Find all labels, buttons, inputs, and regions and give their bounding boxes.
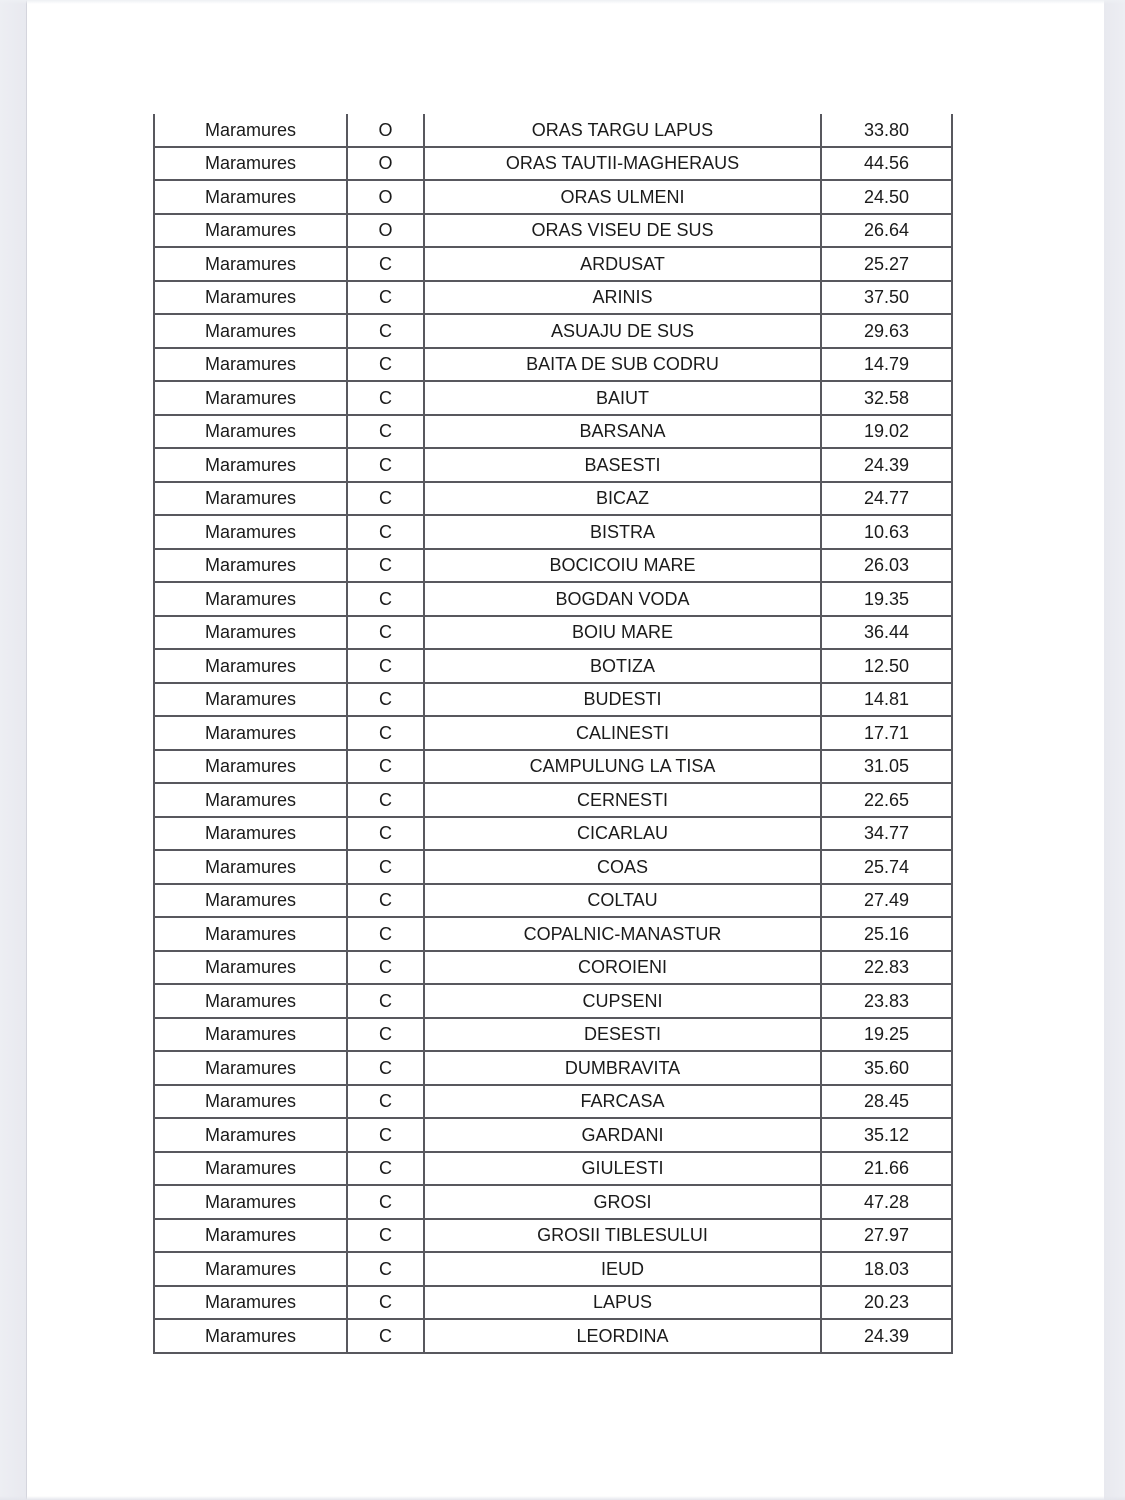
left-margin-strip [0, 0, 27, 1500]
table-row [153, 885, 953, 919]
locality-type-cell: C [348, 516, 425, 548]
table-row [153, 918, 953, 952]
locality-type-cell: C [348, 248, 425, 280]
county-cell: Maramures [155, 1220, 348, 1252]
table-row [153, 1153, 953, 1187]
locality-type-cell: C [348, 1320, 425, 1352]
county-cell: Maramures [155, 1320, 348, 1352]
county-cell: Maramures [155, 315, 348, 347]
locality-name-cell: LEORDINA [425, 1320, 822, 1352]
locality-name-cell: BOGDAN VODA [425, 583, 822, 615]
top-shadow [0, 0, 1125, 4]
locality-name-cell: BAIUT [425, 382, 822, 414]
table-row [153, 483, 953, 517]
value-cell: 17.71 [863, 722, 910, 743]
locality-type-cell: C [348, 1052, 425, 1084]
value-cell: 22.65 [863, 789, 910, 810]
locality-type-cell: C [348, 1019, 425, 1051]
value-cell: 24.77 [863, 488, 910, 509]
locality-name-cell: FARCASA [425, 1086, 822, 1118]
county-cell: Maramures [155, 684, 348, 716]
locality-type-cell: C [348, 449, 425, 481]
locality-name-cell: COPALNIC-MANASTUR [425, 918, 822, 950]
value-cell: 19.35 [863, 588, 910, 609]
locality-name-cell: GIULESTI [425, 1153, 822, 1185]
locality-name-cell: CAMPULUNG LA TISA [425, 751, 822, 783]
locality-name-cell: BASESTI [425, 449, 822, 481]
locality-name-cell: CERNESTI [425, 784, 822, 816]
county-cell: Maramures [155, 282, 348, 314]
county-cell: Maramures [155, 717, 348, 749]
value-cell: 20.23 [863, 1292, 910, 1313]
locality-name-cell: ASUAJU DE SUS [425, 315, 822, 347]
locality-type-cell: C [348, 784, 425, 816]
county-cell: Maramures [155, 918, 348, 950]
locality-type-cell: C [348, 1153, 425, 1185]
locality-name-cell: GROSII TIBLESULUI [425, 1220, 822, 1252]
locality-name-cell: CALINESTI [425, 717, 822, 749]
table-row [153, 148, 953, 182]
value-cell: 34.77 [863, 823, 910, 844]
locality-name-cell: ORAS TARGU LAPUS [425, 114, 822, 146]
table-row [153, 952, 953, 986]
county-cell: Maramures [155, 1153, 348, 1185]
locality-values-table [153, 114, 953, 1354]
county-cell: Maramures [155, 1086, 348, 1118]
table-row [153, 784, 953, 818]
locality-type-cell: C [348, 650, 425, 682]
table-row [153, 516, 953, 550]
locality-type-cell: C [348, 885, 425, 917]
table-row [153, 1253, 953, 1287]
table-row [153, 449, 953, 483]
county-cell: Maramures [155, 1052, 348, 1084]
value-cell: 14.79 [863, 354, 910, 375]
county-cell: Maramures [155, 215, 348, 247]
table-row [153, 416, 953, 450]
locality-type-cell: C [348, 382, 425, 414]
locality-type-cell: O [348, 148, 425, 180]
county-cell: Maramures [155, 1119, 348, 1151]
county-cell: Maramures [155, 550, 348, 582]
locality-type-cell: C [348, 1220, 425, 1252]
locality-name-cell: ORAS ULMENI [425, 181, 822, 213]
value-cell: 26.64 [863, 220, 910, 241]
bottom-shadow [0, 1496, 1125, 1500]
locality-type-cell: C [348, 918, 425, 950]
table-row [153, 1220, 953, 1254]
locality-type-cell: C [348, 349, 425, 381]
locality-name-cell: CICARLAU [425, 818, 822, 850]
value-cell: 19.25 [863, 1024, 910, 1045]
county-cell: Maramures [155, 1253, 348, 1285]
locality-name-cell: BAITA DE SUB CODRU [425, 349, 822, 381]
table-row [153, 550, 953, 584]
county-cell: Maramures [155, 181, 348, 213]
locality-name-cell: IEUD [425, 1253, 822, 1285]
table-row [153, 617, 953, 651]
value-cell: 27.49 [863, 890, 910, 911]
county-cell: Maramures [155, 617, 348, 649]
locality-type-cell: C [348, 550, 425, 582]
locality-type-cell: O [348, 181, 425, 213]
value-cell: 24.50 [863, 186, 910, 207]
locality-type-cell: O [348, 114, 425, 146]
document-page [27, 0, 1104, 1500]
locality-name-cell: LAPUS [425, 1287, 822, 1319]
county-cell: Maramures [155, 650, 348, 682]
value-cell: 28.45 [863, 1091, 910, 1112]
locality-type-cell: C [348, 1186, 425, 1218]
value-cell: 47.28 [863, 1191, 910, 1212]
table-row [153, 851, 953, 885]
value-cell: 29.63 [863, 320, 910, 341]
locality-name-cell: ORAS TAUTII-MAGHERAUS [425, 148, 822, 180]
county-cell: Maramures [155, 449, 348, 481]
value-cell: 21.66 [863, 1158, 910, 1179]
locality-type-cell: C [348, 315, 425, 347]
county-cell: Maramures [155, 148, 348, 180]
table-row [153, 818, 953, 852]
county-cell: Maramures [155, 885, 348, 917]
county-cell: Maramures [155, 483, 348, 515]
table-row [153, 1052, 953, 1086]
value-cell: 24.39 [863, 454, 910, 475]
value-cell: 22.83 [863, 957, 910, 978]
county-cell: Maramures [155, 349, 348, 381]
right-margin-strip [1103, 0, 1125, 1500]
county-cell: Maramures [155, 818, 348, 850]
value-cell: 18.03 [863, 1258, 910, 1279]
value-cell: 36.44 [863, 622, 910, 643]
value-cell: 26.03 [863, 555, 910, 576]
locality-type-cell: O [348, 215, 425, 247]
county-cell: Maramures [155, 952, 348, 984]
locality-name-cell: DESESTI [425, 1019, 822, 1051]
table-row [153, 382, 953, 416]
value-cell: 44.56 [863, 153, 910, 174]
value-cell: 25.16 [863, 923, 910, 944]
county-cell: Maramures [155, 851, 348, 883]
table-row [153, 282, 953, 316]
locality-name-cell: BICAZ [425, 483, 822, 515]
value-cell: 35.60 [863, 1057, 910, 1078]
locality-name-cell: BOIU MARE [425, 617, 822, 649]
county-cell: Maramures [155, 416, 348, 448]
locality-name-cell: BOCICOIU MARE [425, 550, 822, 582]
locality-name-cell: CUPSENI [425, 985, 822, 1017]
locality-name-cell: DUMBRAVITA [425, 1052, 822, 1084]
table-row [153, 751, 953, 785]
table-row [153, 583, 953, 617]
value-cell: 10.63 [863, 521, 910, 542]
county-cell: Maramures [155, 583, 348, 615]
locality-name-cell: GARDANI [425, 1119, 822, 1151]
county-cell: Maramures [155, 114, 348, 146]
value-cell: 14.81 [863, 689, 910, 710]
locality-type-cell: C [348, 952, 425, 984]
value-cell: 33.80 [863, 119, 910, 140]
locality-type-cell: C [348, 617, 425, 649]
locality-type-cell: C [348, 684, 425, 716]
locality-name-cell: BOTIZA [425, 650, 822, 682]
table-row [153, 349, 953, 383]
locality-name-cell: BUDESTI [425, 684, 822, 716]
table-row [153, 717, 953, 751]
locality-type-cell: C [348, 851, 425, 883]
locality-type-cell: C [348, 483, 425, 515]
value-cell: 25.27 [863, 253, 910, 274]
locality-name-cell: ARINIS [425, 282, 822, 314]
value-cell: 25.74 [863, 856, 910, 877]
table-row [153, 1320, 953, 1354]
table-row [153, 985, 953, 1019]
table-row [153, 684, 953, 718]
table-row [153, 315, 953, 349]
table-row [153, 1019, 953, 1053]
locality-type-cell: C [348, 985, 425, 1017]
county-cell: Maramures [155, 1186, 348, 1218]
table-row [153, 248, 953, 282]
table-row [153, 181, 953, 215]
county-cell: Maramures [155, 1019, 348, 1051]
county-cell: Maramures [155, 985, 348, 1017]
county-cell: Maramures [155, 516, 348, 548]
locality-type-cell: C [348, 1287, 425, 1319]
locality-type-cell: C [348, 717, 425, 749]
locality-name-cell: BARSANA [425, 416, 822, 448]
locality-type-cell: C [348, 1086, 425, 1118]
locality-name-cell: GROSI [425, 1186, 822, 1218]
value-cell: 31.05 [863, 756, 910, 777]
locality-name-cell: COLTAU [425, 885, 822, 917]
locality-name-cell: COROIENI [425, 952, 822, 984]
county-cell: Maramures [155, 248, 348, 280]
table-row [153, 1186, 953, 1220]
county-cell: Maramures [155, 382, 348, 414]
locality-type-cell: C [348, 818, 425, 850]
locality-type-cell: C [348, 583, 425, 615]
value-cell: 32.58 [863, 387, 910, 408]
locality-type-cell: C [348, 416, 425, 448]
locality-name-cell: ARDUSAT [425, 248, 822, 280]
locality-type-cell: C [348, 1119, 425, 1151]
table-row [153, 1119, 953, 1153]
value-cell: 24.39 [863, 1325, 910, 1346]
locality-type-cell: C [348, 1253, 425, 1285]
value-cell: 37.50 [863, 287, 910, 308]
table-row [153, 1086, 953, 1120]
value-cell: 23.83 [863, 990, 910, 1011]
county-cell: Maramures [155, 751, 348, 783]
locality-name-cell: COAS [425, 851, 822, 883]
county-cell: Maramures [155, 784, 348, 816]
locality-type-cell: C [348, 282, 425, 314]
value-cell: 35.12 [863, 1124, 910, 1145]
table-row [153, 114, 953, 148]
locality-name-cell: ORAS VISEU DE SUS [425, 215, 822, 247]
value-cell: 19.02 [863, 421, 910, 442]
table-row [153, 215, 953, 249]
county-cell: Maramures [155, 1287, 348, 1319]
locality-type-cell: C [348, 751, 425, 783]
value-cell: 27.97 [863, 1225, 910, 1246]
locality-name-cell: BISTRA [425, 516, 822, 548]
value-cell: 12.50 [863, 655, 910, 676]
table-row [153, 1287, 953, 1321]
table-row [153, 650, 953, 684]
